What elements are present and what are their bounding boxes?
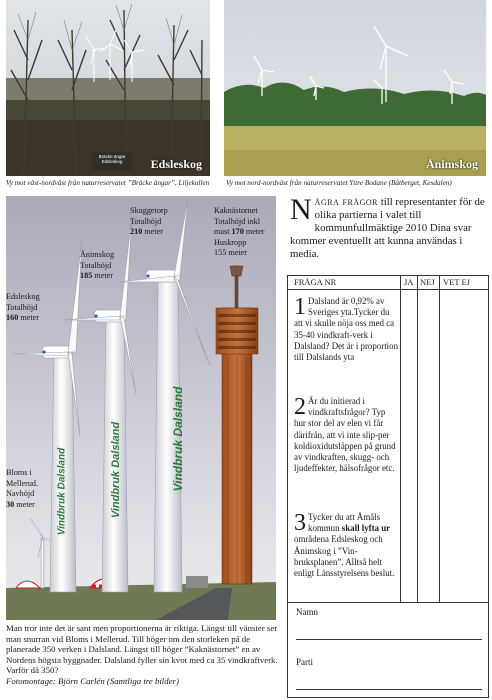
photo-animskog xyxy=(224,0,486,176)
label-bloms: Bloms i Mellerud. Navhöjd 30 meter xyxy=(6,468,39,509)
answer-yes-q1[interactable] xyxy=(401,290,417,386)
question-number: 3 xyxy=(294,510,306,536)
label-skuggetorp: Skuggetorp Totalhöjd 210 meter xyxy=(130,206,168,236)
header-yes: JA xyxy=(404,277,414,287)
respondent-form xyxy=(287,602,489,698)
header-dont-know: VET EJ xyxy=(443,277,470,287)
name-label: Namn xyxy=(296,607,318,617)
question-text: områdena Edsleskog och Ånimskog i ”Vin-bruksplanen”. Alltså helt enligt Länsstyrelsens beslut. xyxy=(294,534,395,579)
photo-caption-left: Vy mot väst-nordväst från naturreservatet ”Bräcke ängar”, Liljekullen xyxy=(6,179,210,187)
turbine-text-animskog: Vindbruk Dalsland xyxy=(110,421,122,519)
question-number: 1 xyxy=(294,294,306,320)
question-table xyxy=(287,275,489,603)
label-kaknastornet: Kaknästornet Totalhöjd inkl mast 170 meter Huskropp 155 meter xyxy=(214,206,265,257)
question-text: Är du initierad i vindkraftsfrågor? Typ hur stor del av elen vi får därifrån, att vi inte slip-per koldioxidutsläppen på grund av vindkraften, skugg- och ljudeffekter, hälsofrågor etc. xyxy=(294,396,396,474)
answer-no-q1[interactable] xyxy=(418,290,439,386)
answer-dont-know-q1[interactable] xyxy=(440,290,488,386)
photomontage xyxy=(6,196,276,620)
header-question: FRÅGA NR xyxy=(294,277,337,287)
answer-no-q2[interactable] xyxy=(418,390,439,496)
photo-edsleskog xyxy=(6,0,210,176)
answer-no-q3[interactable] xyxy=(418,506,439,600)
question-3 xyxy=(294,512,398,579)
intro-first-words: ågra frågor xyxy=(314,196,378,208)
label-animskog: Ånimskog Totalhöjd 185 meter xyxy=(80,250,115,280)
answer-dont-know-q2[interactable] xyxy=(440,390,488,496)
intro-text xyxy=(290,193,486,261)
sign-text: Bräcke ängar Edsleskog xyxy=(98,154,126,164)
intro-dropcap: N xyxy=(290,193,312,226)
question-emphasis: skall lyfta ur xyxy=(341,523,391,534)
photo-label-animskog: Ånimskog xyxy=(425,157,478,171)
montage-caption xyxy=(6,623,282,687)
header-no: NEJ xyxy=(420,277,435,287)
turbine-text-edsleskog: Vindbruk Dalsland xyxy=(56,447,68,536)
photo-label-edsleskog: Edsleskog xyxy=(150,157,202,171)
answer-yes-q2[interactable] xyxy=(401,390,417,496)
party-field[interactable] xyxy=(296,689,482,690)
name-field[interactable] xyxy=(296,639,482,640)
question-1 xyxy=(294,296,398,363)
answer-dont-know-q3[interactable] xyxy=(440,506,488,600)
montage-caption-text: Man tror inte det är sant men proportionerna är riktiga. Längst till vänster ser man snurran vid Bloms i Mellerud. Till höger om den storleken på de planerade 350 verken i Dalsland. Längst till höger ”Kaknästornet” en av Nordens högsta byggnader. Dalsland fyller sin kvot med ca 35 vindkraftverk. Varför då 350? xyxy=(6,623,278,676)
answer-yes-q3[interactable] xyxy=(401,506,417,600)
party-label: Parti xyxy=(296,657,313,667)
question-2 xyxy=(294,396,398,474)
question-number: 2 xyxy=(294,394,306,420)
question-text: Dalsland är 0,92% av Sveriges yta.Tycker du att vi skulle nöja oss med ca 35-40 vindkraft-verk i Dalsland? Det är i proportion till Dalslands yta xyxy=(294,296,399,363)
photo-credit: Fotomontage: Björn Carlén (Samtliga tre bilder) xyxy=(6,675,179,686)
turbine-text-skuggetorp: Vindbruk Dalsland xyxy=(171,386,185,492)
label-edsleskog: Edsleskog Totalhöjd 160 meter xyxy=(6,292,40,322)
photo-caption-right: Vy mot nord-nordväst från naturreservatet Yttre Bodane (Båtberget, Kesdalen) xyxy=(226,179,452,187)
question-text: Tycker du att Åmåls kommun xyxy=(308,512,381,534)
intro-body: till representanter för de olika partierna i valet till kommunfullmäktige 2010 Dina svar kommer eventuellt att kunna användas i media. xyxy=(290,196,485,260)
table-header xyxy=(288,276,488,290)
